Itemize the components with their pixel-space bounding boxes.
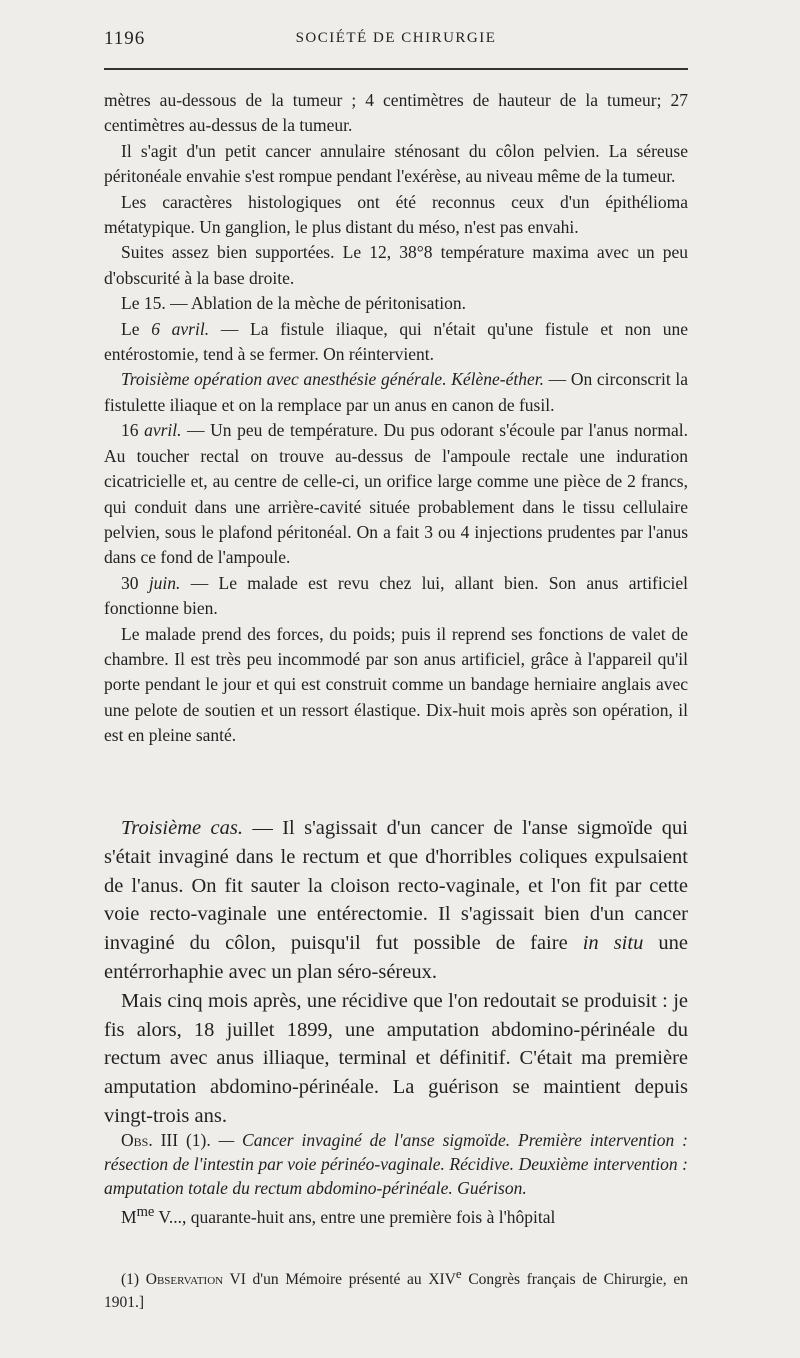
footnote: (1) Observation VI d'un Mémoire présenté au XIVe Congrès français de Chirurgie, en 1901.]	[104, 1266, 688, 1312]
page-header	[104, 26, 688, 52]
paragraph: Les caractères histologiques ont été reconnus ceux d'un épithélioma métatypique. Un ganglion, le plus distant du méso, n'est pas envahi.	[104, 191, 688, 238]
observation-text: $M^{me}$ V..., quarante-huit ans, entre une première fois à l'hôpital	[121, 1204, 556, 1227]
paragraph: mètres au-dessous de la tumeur ; 4 centimètres de hauteur de la tumeur; 27 centimètres au-dessus de la tumeur.	[104, 90, 688, 136]
header-rule	[104, 68, 688, 70]
third-case-text	[104, 814, 688, 1131]
observation-title: Obs. III (1). — Cancer invaginé de l'anse sigmoïde. Première intervention : résection de l'intestin par voie périnéo-vaginale. Récidive. Deuxième intervention : amputation totale du rectum abdomino-périnéale. Guérison.	[104, 1130, 688, 1198]
paragraph: Le 15. — Ablation de la mèche de péritonisation.	[121, 293, 467, 314]
paragraph: Suites assez bien supportées. Le 12, 38°8 température maxima avec un peu d'obscurité à la base droite.	[104, 242, 688, 288]
paragraph: 16 avril. — Un peu de température. Du pus odorant s'écoule par l'anus normal. Au toucher rectal on trouve au-dessus de l'ampoule rectale une induration cicatricielle et, au centre de celle-ci, un orifice large comme une pièce de 2 francs, qui conduit dans une arrière-cavité située probablement dans le tissu cellulaire pelvien, sous le plafond péritonéal. On a fait 3 ou 4 injections prudentes par l'anus dans ce fond de l'ampoule.	[104, 420, 688, 568]
paragraph: Le 6 avril. — La fistule iliaque, qui n'était qu'une fistule et non une entérostomie, tend à se fermer. On réintervient.	[104, 318, 688, 365]
running-head: SOCIÉTÉ DE CHIRURGIE	[295, 30, 497, 46]
paragraph: Troisième cas. — Il s'agissait d'un cancer de l'anse sigmoïde qui s'était invaginé dans le rectum et que d'horribles coliques expulsaient de l'anus. On fit sauter la cloison recto-vaginale, et l'on fit par cette voie recto-vaginale une entérectomie. Il s'agissait bien d'un cancer invaginé du côlon, puisqu'il fut possible de faire in situ une entérrorhaphie avec un plan séro-séreux.	[104, 817, 689, 983]
paragraph: Mais cinq mois après, une récidive que l'on redoutait se produisit : je fis alors, 18 juillet 1899, une amputation abdomino-périnéale du rectum avec anus illiaque, terminal et définitif. C'était ma première amputation abdomino-périnéale. La guérison se maintient depuis vingt-trois ans.	[104, 989, 688, 1127]
case-narrative	[104, 88, 688, 749]
page-number: 1196	[104, 28, 146, 49]
paragraph: Troisième opération avec anesthésie générale. Kélène-éther. — On circonscrit la fistulette iliaque et on la remplace par un anus en canon de fusil.	[104, 369, 688, 415]
paragraph: Il s'agit d'un petit cancer annulaire sténosant du côlon pelvien. La séreuse péritonéale envahie s'est rompue pendant l'exérèse, au niveau même de la tumeur.	[104, 140, 688, 187]
observation-block	[104, 1128, 688, 1229]
paragraph: 30 juin. — Le malade est revu chez lui, allant bien. Son anus artificiel fonctionne bien.	[104, 572, 689, 619]
paragraph: Le malade prend des forces, du poids; puis il reprend ses fonctions de valet de chambre. Il est très peu incommodé par son anus artificiel, grâce à l'appareil qu'il porte pendant le jour et qui est construit comme un bandage herniaire anglais avec une pelote de soutien et un ressort élastique. Dix-huit mois après son opération, il est en pleine santé.	[104, 623, 688, 746]
